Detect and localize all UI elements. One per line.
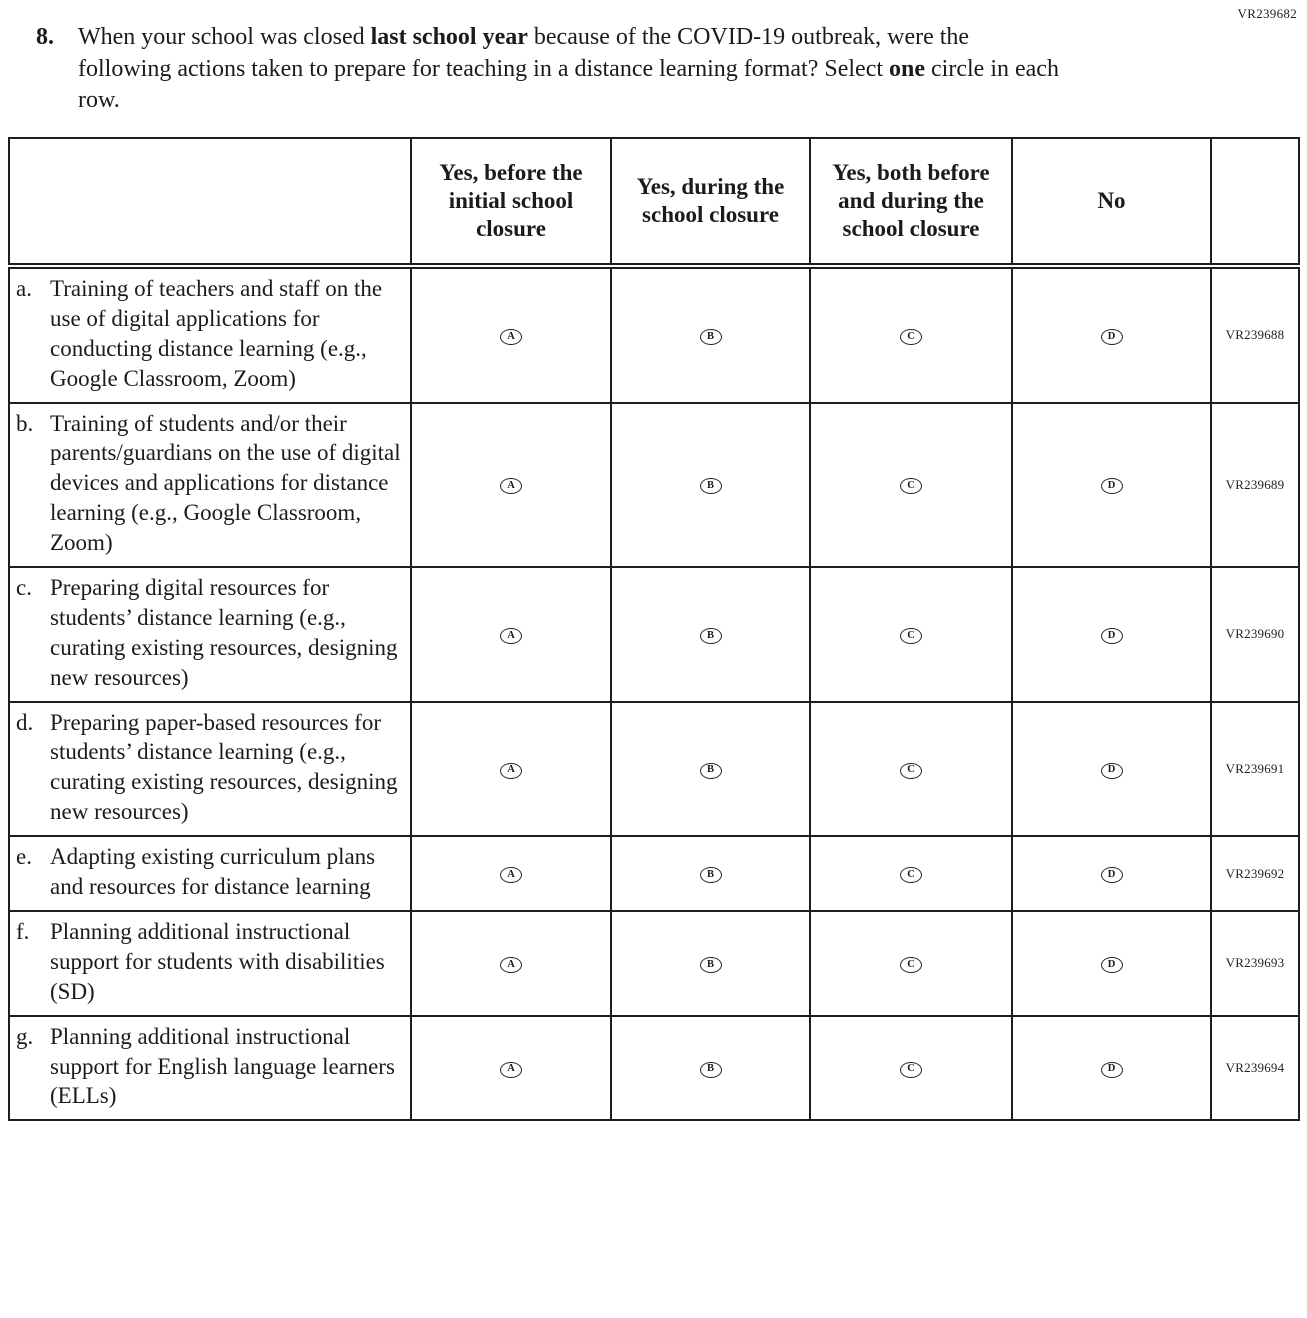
row-label: Planning additional instructional support for students with disabilities (SD)	[50, 918, 385, 1004]
question-text-bold2: one	[889, 55, 926, 82]
table-row-f	[9, 911, 1299, 1016]
row-vr-code: VR239689	[1211, 403, 1299, 567]
option-cell-c	[810, 567, 1012, 702]
option-bubble-d[interactable]: D	[1101, 763, 1123, 779]
option-cell-a	[411, 266, 611, 403]
option-cell-b	[611, 567, 810, 702]
row-letter: a.	[16, 276, 32, 302]
table-row-g	[9, 1016, 1299, 1121]
option-cell-c	[810, 702, 1012, 837]
row-label-cell	[9, 567, 411, 702]
option-bubble-c[interactable]: C	[900, 478, 922, 494]
row-letter: d.	[16, 709, 34, 735]
option-cell-a	[411, 702, 611, 837]
option-cell-b	[611, 911, 810, 1016]
option-cell-a	[411, 403, 611, 567]
option-bubble-d[interactable]: D	[1101, 478, 1123, 494]
option-cell-d	[1012, 702, 1211, 837]
option-bubble-c[interactable]: C	[900, 329, 922, 345]
header-yes-before: Yes, before the initial school closure	[411, 138, 611, 266]
row-label: Preparing digital resources for students’ distance learning (e.g., curating existing resources, designing new resources)	[50, 575, 398, 690]
question-text	[78, 22, 1068, 117]
option-bubble-b[interactable]: B	[700, 628, 722, 644]
option-cell-d	[1012, 911, 1211, 1016]
row-vr-code: VR239692	[1211, 836, 1299, 911]
option-bubble-b[interactable]: B	[700, 867, 722, 883]
question-number: 8.	[36, 24, 54, 50]
row-label: Training of students and/or their parents/guardians on the use of digital devices and applications for distance learning (e.g., Google Classroom, Zoom)	[50, 410, 401, 556]
row-vr-code: VR239693	[1211, 911, 1299, 1016]
row-label-cell	[9, 836, 411, 911]
page-vr-code: VR239682	[1237, 6, 1297, 21]
row-vr-code: VR239688	[1211, 266, 1299, 403]
question-text-part2: because of the COVID-19 outbreak, were the following actions taken to prepare for teaching in a distance learning format? Select	[78, 24, 970, 82]
option-bubble-d[interactable]: D	[1101, 957, 1123, 973]
option-cell-b	[611, 702, 810, 837]
row-letter: f.	[16, 918, 30, 944]
header-yes-both: Yes, both before and during the school closure	[810, 138, 1012, 266]
option-cell-b	[611, 403, 810, 567]
row-label-cell	[9, 911, 411, 1016]
table-row-b	[9, 403, 1299, 567]
row-letter: e.	[16, 844, 32, 870]
row-label-cell	[9, 702, 411, 837]
option-bubble-c[interactable]: C	[900, 763, 922, 779]
option-bubble-a[interactable]: A	[500, 329, 522, 345]
option-bubble-d[interactable]: D	[1101, 867, 1123, 883]
option-cell-d	[1012, 1016, 1211, 1121]
question-text-part1: When your school was closed	[78, 24, 371, 50]
row-letter: b.	[16, 410, 34, 436]
option-bubble-a[interactable]: A	[500, 478, 522, 494]
table-row-c	[9, 567, 1299, 702]
option-cell-c	[810, 1016, 1012, 1121]
option-bubble-d[interactable]: D	[1101, 329, 1123, 345]
option-bubble-a[interactable]: A	[500, 628, 522, 644]
option-cell-a	[411, 911, 611, 1016]
response-grid	[8, 137, 1300, 1121]
option-bubble-a[interactable]: A	[500, 763, 522, 779]
option-cell-c	[810, 911, 1012, 1016]
row-vr-code: VR239690	[1211, 567, 1299, 702]
option-cell-a	[411, 567, 611, 702]
row-label: Preparing paper-based resources for students’ distance learning (e.g., curating existing resources, designing new resources)	[50, 709, 398, 825]
option-bubble-c[interactable]: C	[900, 867, 922, 883]
option-bubble-c[interactable]: C	[900, 628, 922, 644]
option-cell-d	[1012, 567, 1211, 702]
row-vr-code: VR239691	[1211, 702, 1299, 837]
option-cell-a	[411, 836, 611, 911]
option-cell-b	[611, 266, 810, 403]
row-label: Planning additional instructional support for English language learners (ELLs)	[50, 1023, 395, 1109]
row-label-cell	[9, 403, 411, 567]
header-empty-corner	[9, 138, 411, 266]
option-bubble-d[interactable]: D	[1101, 1062, 1123, 1078]
option-cell-a	[411, 1016, 611, 1121]
question-text-part3: circle in each row.	[78, 55, 1059, 114]
header-yes-during: Yes, during the school closure	[611, 138, 810, 266]
option-cell-d	[1012, 403, 1211, 567]
row-letter: c.	[16, 575, 32, 601]
option-cell-c	[810, 403, 1012, 567]
option-cell-b	[611, 836, 810, 911]
option-bubble-a[interactable]: A	[500, 867, 522, 883]
option-cell-d	[1012, 266, 1211, 403]
question-block	[36, 22, 1106, 117]
row-vr-code: VR239694	[1211, 1016, 1299, 1121]
option-bubble-c[interactable]: C	[900, 1062, 922, 1078]
option-cell-d	[1012, 836, 1211, 911]
option-bubble-b[interactable]: B	[700, 478, 722, 494]
row-label-cell	[9, 266, 411, 403]
header-row	[9, 138, 1299, 266]
row-label-cell	[9, 1016, 411, 1121]
header-no: No	[1012, 138, 1211, 266]
row-label: Adapting existing curriculum plans and resources for distance learning	[50, 844, 376, 900]
table-row-e	[9, 836, 1299, 911]
row-label: Training of teachers and staff on the use of digital applications for conducting distance learning (e.g., Google Classroom, Zoom)	[50, 276, 383, 391]
option-bubble-b[interactable]: B	[700, 329, 722, 345]
option-cell-c	[810, 836, 1012, 911]
question-text-bold1: last school year	[370, 24, 528, 50]
option-bubble-b[interactable]: B	[700, 1062, 722, 1078]
option-bubble-a[interactable]: A	[500, 1062, 522, 1078]
option-cell-c	[810, 266, 1012, 403]
table-row-d	[9, 702, 1299, 837]
header-empty-tail	[1211, 138, 1299, 266]
option-bubble-a[interactable]: A	[500, 957, 522, 973]
option-bubble-c[interactable]: C	[900, 957, 922, 973]
row-letter: g.	[16, 1023, 34, 1049]
option-bubble-b[interactable]: B	[700, 763, 722, 779]
table-row-a	[9, 266, 1299, 403]
option-cell-b	[611, 1016, 810, 1121]
option-bubble-d[interactable]: D	[1101, 628, 1123, 644]
option-bubble-b[interactable]: B	[700, 957, 722, 973]
